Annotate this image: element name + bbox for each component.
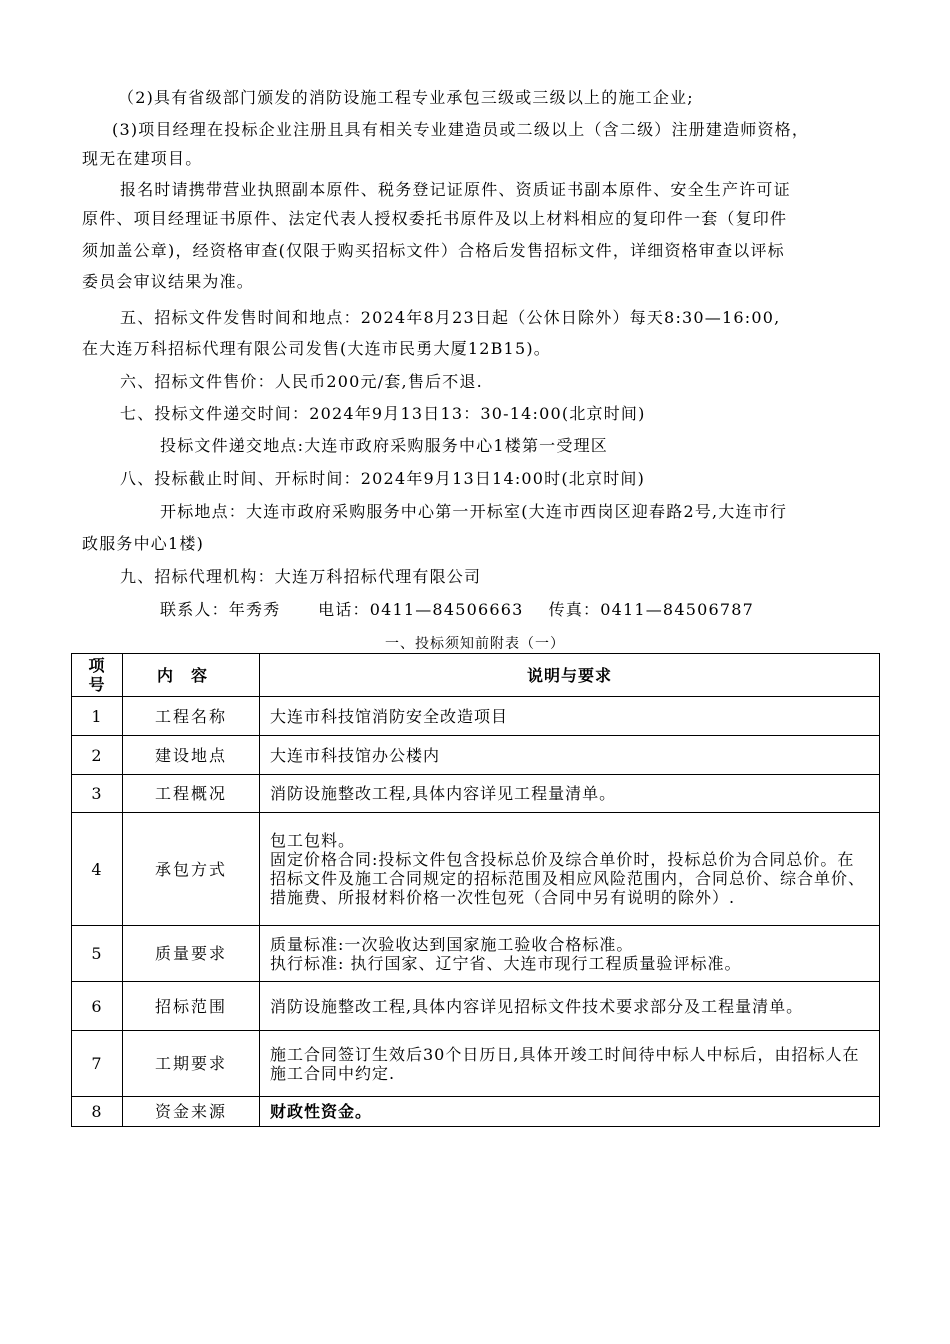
row-description-line2: 固定价格合同:投标文件包含投标总价及综合单价时，投标总价为合同总价。在招标文件及施工合同规定的招标范围及相应风险范围内，合同总价、综合单价、措施费、所报材料价格一次性包死（合同中另有说明的除外）. (270, 850, 866, 907)
registration-line4: 委员会审议结果为准。 (82, 272, 255, 291)
row-number: 6 (72, 982, 123, 1031)
section5-line1: 五、招标文件发售时间和地点：2024年8月23日起（公休日除外）每天8:30—16:00, (120, 308, 781, 327)
table-header-row (72, 654, 880, 697)
row-number: 2 (72, 736, 123, 775)
row-description: 财政性资金。 (260, 1097, 880, 1127)
section7-time: 七、投标文件递交时间：2024年9月13日13：30-14:00(北京时间) (120, 404, 646, 423)
row-item: 资金来源 (123, 1097, 260, 1127)
header-description: 说明与要求 (260, 654, 880, 697)
row-number: 4 (72, 813, 123, 926)
section9: 九、招标代理机构：大连万科招标代理有限公司 (120, 567, 482, 586)
section7-place: 投标文件递交地点:大连市政府采购服务中心1楼第一受理区 (160, 436, 608, 455)
row-description-line1: 质量标准:一次验收达到国家施工验收合格标准。 (270, 934, 634, 954)
table-row (72, 813, 880, 926)
registration-line1: 报名时请携带营业执照副本原件、税务登记证原件、资质证书副本原件、安全生产许可证 (120, 180, 791, 199)
row-item: 建设地点 (123, 736, 260, 775)
section8-time: 八、投标截止时间、开标时间：2024年9月13日14:00时(北京时间) (120, 469, 646, 488)
contact-line: 联系人：年秀秀 电话：0411—84506663 传真：0411—84506787 (160, 600, 754, 619)
row-description: 消防设施整改工程,具体内容详见招标文件技术要求部分及工程量清单。 (260, 982, 880, 1031)
row-number: 7 (72, 1031, 123, 1097)
row-description (260, 926, 880, 982)
row-item: 招标范围 (123, 982, 260, 1031)
row-item: 工程概况 (123, 775, 260, 813)
table-caption: 一、投标须知前附表（一） (385, 636, 565, 652)
requirements-table (71, 653, 880, 1127)
table-row (72, 1031, 880, 1097)
section8-place-line2: 政服务中心1楼) (82, 534, 205, 553)
table-row (72, 736, 880, 775)
row-description: 大连市科技馆办公楼内 (260, 736, 880, 775)
section5-line2: 在大连万科招标代理有限公司发售(大连市民勇大厦12B15)。 (82, 339, 551, 358)
row-number: 5 (72, 926, 123, 982)
table-row (72, 1097, 880, 1127)
row-number: 1 (72, 697, 123, 736)
row-description: 大连市科技馆消防安全改造项目 (260, 697, 880, 736)
row-number: 3 (72, 775, 123, 813)
requirement-3-line2: 现无在建项目。 (82, 149, 203, 168)
row-description (260, 813, 880, 926)
requirement-2: （2)具有省级部门颁发的消防设施工程专业承包三级或三级以上的施工企业; (118, 88, 694, 107)
section6: 六、招标文件售价：人民币200元/套,售后不退. (120, 372, 483, 391)
header-content: 内容 (123, 654, 260, 697)
row-description-line1: 包工包料。 (270, 831, 356, 850)
row-item: 工程名称 (123, 697, 260, 736)
row-description: 施工合同签订生效后30个日历日,具体开竣工时间待中标人中标后，由招标人在施工合同中约定. (260, 1031, 880, 1097)
row-item: 承包方式 (123, 813, 260, 926)
table-row (72, 697, 880, 736)
section8-place-line1: 开标地点：大连市政府采购服务中心第一开标室(大连市西岗区迎春路2号,大连市行 (160, 502, 788, 521)
row-description: 消防设施整改工程,具体内容详见工程量清单。 (260, 775, 880, 813)
header-item-no: 项号 (72, 654, 123, 697)
row-item: 质量要求 (123, 926, 260, 982)
row-number: 8 (72, 1097, 123, 1127)
requirement-3-line1: (3)项目经理在投标企业注册且具有相关专业建造员或二级以上（含二级）注册建造师资格， (112, 120, 810, 139)
row-description-line2: 执行标准: 执行国家、辽宁省、大连市现行工程质量验评标准。 (270, 953, 742, 973)
table-row (72, 775, 880, 813)
registration-line3: 须加盖公章)，经资格审查(仅限于购买招标文件）合格后发售招标文件，详细资格审查以评标 (82, 241, 785, 260)
table-row (72, 982, 880, 1031)
row-item: 工期要求 (123, 1031, 260, 1097)
table-row (72, 926, 880, 982)
registration-line2: 原件、项目经理证书原件、法定代表人授权委托书原件及以上材料相应的复印件一套（复印件 (82, 209, 788, 228)
